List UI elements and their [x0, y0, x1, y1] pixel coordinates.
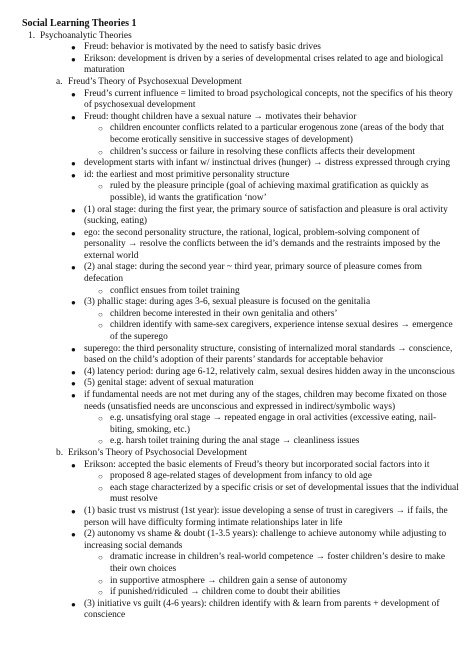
item-text: dramatic increase in children’s real-world competence → foster children’s desire to make their own choices [110, 552, 446, 574]
list-item [22, 599, 460, 622]
item-text: (5) genital stage: advent of sexual maturation [84, 378, 254, 389]
list-item [22, 552, 460, 575]
subsection-heading [22, 448, 460, 460]
list-item [22, 529, 460, 552]
item-text: (3) initiative vs guilt (4-6 years): children identify with & learn from parents + development of conscience [84, 598, 440, 621]
list-item [22, 367, 460, 379]
sub-bullet-marker: ○ [98, 286, 103, 296]
outline [22, 31, 460, 622]
item-text: Freud’s current influence = limited to broad psychological concepts, not the specifics of his theory of psychosexual development [84, 88, 453, 111]
item-text: Freud: thought children have a sexual nature → motivates their behavior [84, 111, 357, 122]
sub-bullet-marker: ○ [98, 182, 103, 192]
item-text: ego: the second personality structure, the rational, logical, problem-solving component of personality → resolve the conflicts between the id’s demands and the restraints imposed by the external world [84, 227, 441, 261]
heading-number: a. [56, 76, 63, 87]
sub-bullet-marker: ○ [98, 147, 103, 157]
bullet-marker: ● [71, 263, 76, 273]
sub-bullet-marker: ○ [98, 309, 103, 319]
sub-bullet-marker: ○ [98, 472, 103, 482]
sub-bullet-marker: ○ [98, 321, 103, 331]
item-text: e.g. unsatisfying oral stage → repeated engage in oral activities (excessive eating, nail-biting, smoking, etc.) [110, 413, 437, 435]
list-item [22, 344, 460, 367]
item-text: Psychoanalytic Theories [40, 30, 132, 41]
list-item [22, 147, 460, 159]
list-item [22, 390, 460, 413]
bullet-marker: ● [71, 54, 76, 64]
item-text: id: the earliest and most primitive personality structure [84, 169, 290, 180]
item-text: (2) autonomy vs shame & doubt (1-3.5 years): challenge to achieve autonomy while adjusting to increasing social demands [84, 529, 447, 551]
list-item [22, 205, 460, 228]
bullet-marker: ● [71, 298, 76, 308]
bullet-marker: ● [71, 460, 76, 470]
list-item [22, 413, 460, 436]
item-text: children identify with same-sex caregivers, experience intense sexual desires → emergence of the superego [110, 320, 453, 343]
sub-bullet-marker: ○ [98, 124, 103, 134]
item-text: children’s success or failure in resolving these conflicts affects their development [110, 146, 415, 157]
item-text: Erikson: development is driven by a series of developmental crises related to age and biological maturation [84, 53, 444, 76]
bullet-marker: ● [71, 367, 76, 377]
list-item [22, 170, 460, 182]
bullet-marker: ● [71, 43, 76, 53]
list-item [22, 262, 460, 285]
list-item [22, 89, 460, 112]
item-text: Freud’s Theory of Psychosexual Development [68, 76, 242, 87]
section-heading [22, 31, 460, 43]
list-item [22, 297, 460, 309]
item-text: (3) phallic stage: during ages 3-6, sexual pleasure is focused on the genitalia [84, 297, 371, 308]
item-text: Erikson: accepted the basic elements of Freud’s theory but incorporated social factors into it [84, 459, 430, 470]
item-text: (4) latency period: during age 6-12, relatively calm, sexual desires hidden away in the unconscious [84, 366, 455, 377]
bullet-marker: ● [71, 159, 76, 169]
list-item [22, 378, 460, 390]
item-text: in supportive atmosphere → children gain a sense of autonomy [110, 575, 348, 586]
item-text: children become interested in their own genitalia and others’ [110, 308, 338, 319]
item-text: e.g. harsh toilet training during the anal stage → cleanliness issues [110, 436, 360, 447]
bullet-marker: ● [71, 391, 76, 400]
item-text: proposed 8 age-related stages of development from infancy to old age [110, 471, 372, 482]
item-text: superego: the third personality structure, consisting of internalized moral standards → conscience, based on the child’s adoption of their parents’ standards for acceptable behavior [84, 343, 453, 366]
item-text: conflict ensues from toilet training [110, 285, 240, 296]
list-item [22, 506, 460, 529]
list-item [22, 576, 460, 588]
bullet-marker: ● [71, 530, 76, 540]
subsection-heading [22, 77, 460, 89]
item-text: if fundamental needs are not met during any of the stages, children may become fixated on those needs (unsatisfied needs are unconscious and expressed in indirect/symbolic ways) [84, 390, 447, 412]
item-text: if punished/ridiculed → children come to doubt their abilities [110, 587, 341, 598]
bullet-marker: ● [71, 379, 76, 389]
item-text: ruled by the pleasure principle (goal of achieving maximal gratification as quickly as possible), id wants the gratification ‘now’ [110, 181, 429, 203]
bullet-marker: ● [71, 112, 76, 122]
list-item [22, 158, 460, 170]
sub-bullet-marker: ○ [98, 414, 103, 424]
list-item [22, 309, 460, 321]
list-item [22, 42, 460, 54]
item-text: Freud: behavior is motivated by the need to satisfy basic drives [84, 42, 321, 53]
list-item [22, 123, 460, 146]
list-item [22, 587, 460, 599]
sub-bullet-marker: ○ [98, 437, 103, 447]
sub-bullet-marker: ○ [98, 576, 103, 586]
list-item [22, 54, 460, 77]
heading-number: b. [56, 447, 64, 458]
list-item [22, 471, 460, 483]
item-text: each stage characterized by a specific crisis or set of developmental issues that the individual must resolve [110, 482, 459, 505]
sub-bullet-marker: ○ [98, 553, 103, 563]
list-item [22, 181, 460, 204]
list-item [22, 320, 460, 343]
item-text: (2) anal stage: during the second year ~ third year, primary source of pleasure comes from defecation [84, 262, 422, 285]
list-item [22, 228, 460, 263]
bullet-marker: ● [71, 228, 76, 238]
bullet-marker: ● [71, 89, 76, 99]
document-title: Social Learning Theories 1 [22, 18, 137, 29]
heading-number: 1. [28, 30, 36, 41]
item-text: (1) oral stage: during the first year, the primary source of satisfaction and pleasure is oral activity (sucking, eating) [84, 204, 448, 227]
bullet-marker: ● [71, 170, 76, 180]
item-text: children encounter conflicts related to a particular erogenous zone (areas of the body that become erotically sensitive in successive stages of development) [110, 123, 444, 145]
bullet-marker: ● [71, 205, 76, 215]
bullet-marker: ● [71, 506, 76, 516]
item-text: development starts with infant w/ instinctual drives (hunger) → distress expressed through crying [84, 158, 451, 169]
list-item [22, 460, 460, 472]
list-item [22, 112, 460, 124]
item-text: (1) basic trust vs mistrust (1st year): issue developing a sense of trust in caregivers → if fails, the person will have difficulty forming intimate relationships later in life [84, 505, 448, 528]
list-item [22, 483, 460, 506]
bullet-marker: ● [71, 599, 76, 609]
item-text: Erikson’s Theory of Psychosocial Development [68, 447, 247, 458]
list-item [22, 286, 460, 298]
sub-bullet-marker: ○ [98, 588, 103, 598]
list-item [22, 436, 460, 448]
sub-bullet-marker: ○ [98, 483, 103, 493]
bullet-marker: ● [71, 344, 76, 354]
